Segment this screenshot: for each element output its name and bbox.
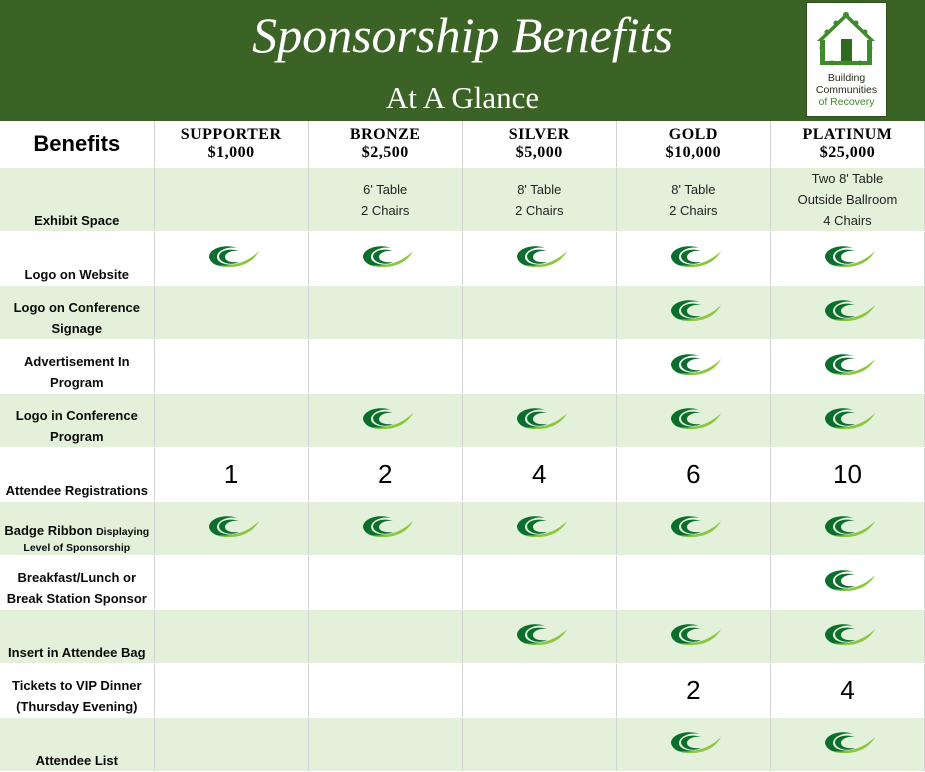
included-swoosh-icon xyxy=(663,727,723,757)
benefit-label-line-1 xyxy=(0,351,154,372)
table-row xyxy=(0,394,925,448)
benefit-cell-gold xyxy=(616,286,770,340)
quantity-value: 6 xyxy=(686,459,701,489)
benefit-cell-platinum xyxy=(770,610,924,664)
included-swoosh-icon xyxy=(817,241,877,271)
benefit-label-line-2: (Thursday Evening) xyxy=(16,699,138,714)
table-row xyxy=(0,448,925,502)
cell-text-line: Two 8' Table xyxy=(811,171,884,186)
benefit-cell-platinum xyxy=(770,664,924,718)
benefit-label xyxy=(0,502,154,556)
benefit-label xyxy=(0,394,154,448)
tier-price: $5,000 xyxy=(515,144,563,161)
table-row xyxy=(0,664,925,718)
benefit-label-text: Exhibit Space xyxy=(34,213,120,228)
tier-header-supporter xyxy=(154,121,308,168)
benefit-cell-bronze xyxy=(308,664,462,718)
logo-line-2: Communities xyxy=(815,84,878,96)
benefit-label xyxy=(0,168,154,232)
table-row xyxy=(0,502,925,556)
benefit-cell-platinum xyxy=(770,502,924,556)
included-swoosh-icon xyxy=(509,403,569,433)
included-swoosh-icon xyxy=(817,619,877,649)
benefit-label xyxy=(0,286,154,340)
included-swoosh-icon xyxy=(355,403,415,433)
benefit-cell-bronze xyxy=(308,232,462,286)
benefit-label-text: Logo in Conference xyxy=(15,408,138,423)
quantity-value: 4 xyxy=(532,459,547,489)
benefit-cell-silver xyxy=(462,448,616,502)
included-swoosh-icon xyxy=(509,619,569,649)
benefit-cell-bronze xyxy=(308,340,462,394)
tier-name: SILVER xyxy=(508,126,570,143)
benefit-cell-supporter xyxy=(154,232,308,286)
benefit-label xyxy=(0,340,154,394)
benefit-label xyxy=(0,448,154,502)
tier-name: BRONZE xyxy=(349,126,421,143)
benefit-label-line-2: Break Station Sponsor xyxy=(6,591,147,606)
included-swoosh-icon xyxy=(201,241,261,271)
logo-caption xyxy=(807,72,886,108)
benefit-cell-silver xyxy=(462,232,616,286)
benefit-label-text: Attendee Registrations xyxy=(5,483,148,498)
benefit-cell-platinum xyxy=(770,168,924,232)
included-swoosh-icon xyxy=(663,403,723,433)
benefit-cell-silver xyxy=(462,286,616,340)
benefit-cell-silver xyxy=(462,718,616,772)
benefit-cell-platinum xyxy=(770,448,924,502)
benefit-cell-supporter xyxy=(154,610,308,664)
benefit-cell-gold xyxy=(616,718,770,772)
benefit-cell-gold xyxy=(616,664,770,718)
table-row xyxy=(0,286,925,340)
benefit-label-line-2: Program xyxy=(50,429,104,444)
tier-header-silver xyxy=(462,121,616,168)
benefit-cell-supporter xyxy=(154,718,308,772)
quantity-value: 4 xyxy=(840,675,855,705)
included-swoosh-icon xyxy=(663,619,723,649)
table-row xyxy=(0,340,925,394)
benefit-cell-gold xyxy=(616,556,770,610)
table-row xyxy=(0,718,925,772)
benefit-label xyxy=(0,664,154,718)
tier-price: $25,000 xyxy=(819,144,876,161)
benefit-cell-supporter xyxy=(154,664,308,718)
included-swoosh-icon xyxy=(817,727,877,757)
benefit-cell-silver xyxy=(462,556,616,610)
included-swoosh-icon xyxy=(201,511,261,541)
benefit-label-line-2: Level of Sponsorship xyxy=(23,542,131,554)
benefit-cell-platinum xyxy=(770,286,924,340)
benefit-label-line-1 xyxy=(0,675,154,696)
benefit-cell-gold xyxy=(616,610,770,664)
quantity-value: 1 xyxy=(223,459,239,489)
benefit-label-line-1 xyxy=(0,405,154,426)
included-swoosh-icon xyxy=(355,511,415,541)
tier-name: PLATINUM xyxy=(802,126,893,143)
benefit-cell-silver xyxy=(462,664,616,718)
benefit-cell-silver xyxy=(462,502,616,556)
benefit-cell-supporter xyxy=(154,448,308,502)
benefit-cell-bronze xyxy=(308,502,462,556)
benefit-label xyxy=(0,232,154,286)
benefit-cell-platinum xyxy=(770,718,924,772)
benefit-label-line-1 xyxy=(0,210,154,231)
tier-header-gold xyxy=(616,121,770,168)
benefit-label-text: Badge Ribbon xyxy=(4,523,93,538)
benefit-label-line-1 xyxy=(0,750,154,771)
benefit-label-line-2: Signage xyxy=(51,321,103,336)
included-swoosh-icon xyxy=(663,349,723,379)
benefit-cell-supporter xyxy=(154,502,308,556)
included-swoosh-icon xyxy=(817,511,877,541)
benefit-label-line-1 xyxy=(0,642,154,663)
table-row xyxy=(0,610,925,664)
benefit-cell-silver xyxy=(462,168,616,232)
organization-logo xyxy=(806,2,887,117)
benefit-cell-bronze xyxy=(308,394,462,448)
quantity-value: 10 xyxy=(832,459,862,489)
included-swoosh-icon xyxy=(817,403,877,433)
benefit-label-line-1 xyxy=(0,264,154,285)
benefit-label-line-2: Program xyxy=(50,375,104,390)
benefit-cell-gold xyxy=(616,502,770,556)
benefit-cell-bronze xyxy=(308,718,462,772)
cell-text-line: 4 Chairs xyxy=(823,213,872,228)
benefit-cell-platinum xyxy=(770,394,924,448)
included-swoosh-icon xyxy=(817,565,877,595)
benefit-cell-platinum xyxy=(770,232,924,286)
quantity-value: 2 xyxy=(377,459,393,489)
benefit-label-text: Advertisement In xyxy=(24,354,130,369)
tier-name: GOLD xyxy=(668,126,718,143)
benefit-cell-gold xyxy=(616,168,770,232)
table-row xyxy=(0,556,925,610)
benefit-cell-bronze xyxy=(308,168,462,232)
tier-price: $1,000 xyxy=(207,144,255,161)
benefit-label-text: Breakfast/Lunch or xyxy=(17,570,137,585)
benefit-cell-bronze xyxy=(308,610,462,664)
benefit-cell-gold xyxy=(616,448,770,502)
table-header-row xyxy=(0,121,925,168)
benefit-cell-supporter xyxy=(154,168,308,232)
tier-price: $10,000 xyxy=(665,144,722,161)
benefit-label-small: Displaying xyxy=(96,526,150,538)
benefit-cell-supporter xyxy=(154,286,308,340)
cell-text-line: 8' Table xyxy=(517,181,562,197)
logo-line-3: of Recovery xyxy=(818,96,875,108)
quantity-value: 2 xyxy=(686,675,701,705)
included-swoosh-icon xyxy=(509,241,569,271)
benefit-cell-bronze xyxy=(308,286,462,340)
cell-text-line: Outside Ballroom xyxy=(797,192,898,207)
logo-line-1: Building xyxy=(827,72,866,84)
benefit-cell-silver xyxy=(462,394,616,448)
benefit-label xyxy=(0,556,154,610)
included-swoosh-icon xyxy=(663,295,723,325)
cell-text-line: 2 Chairs xyxy=(669,202,718,218)
included-swoosh-icon xyxy=(509,511,569,541)
benefit-label-text: Insert in Attendee Bag xyxy=(8,645,146,660)
page-title: Sponsorship Benefits xyxy=(252,7,673,63)
house-community-icon xyxy=(807,3,886,73)
benefit-label-line-1 xyxy=(0,480,154,501)
cell-text-line: 6' Table xyxy=(363,181,408,197)
benefit-cell-supporter xyxy=(154,340,308,394)
tier-price: $2,500 xyxy=(361,144,409,161)
tier-name: SUPPORTER xyxy=(180,126,282,143)
included-swoosh-icon xyxy=(663,511,723,541)
benefit-label-text: Attendee List xyxy=(35,753,118,768)
benefits-column-header: Benefits xyxy=(0,121,154,168)
table-row xyxy=(0,168,925,232)
benefit-cell-silver xyxy=(462,340,616,394)
benefit-cell-platinum xyxy=(770,556,924,610)
tier-header-platinum xyxy=(770,121,924,168)
cell-text-line: 2 Chairs xyxy=(515,202,564,218)
cell-text-line: 2 Chairs xyxy=(360,202,410,218)
benefit-cell-gold xyxy=(616,394,770,448)
benefit-cell-bronze xyxy=(308,556,462,610)
cell-text-line: 8' Table xyxy=(671,181,716,197)
benefit-label xyxy=(0,718,154,772)
included-swoosh-icon xyxy=(663,241,723,271)
benefit-label-line-1 xyxy=(0,567,154,588)
benefit-label-line-1 xyxy=(0,297,154,318)
benefit-label xyxy=(0,610,154,664)
tier-header-bronze xyxy=(308,121,462,168)
benefit-cell-gold xyxy=(616,340,770,394)
included-swoosh-icon xyxy=(817,295,877,325)
benefit-cell-supporter xyxy=(154,394,308,448)
benefit-label-text: Tickets to VIP Dinner xyxy=(12,678,142,693)
benefit-label-line-1 xyxy=(0,520,154,541)
header-banner xyxy=(0,0,925,121)
benefit-cell-gold xyxy=(616,232,770,286)
table-row xyxy=(0,232,925,286)
benefit-cell-supporter xyxy=(154,556,308,610)
page-subtitle: At A Glance xyxy=(385,80,540,115)
benefit-cell-silver xyxy=(462,610,616,664)
benefit-cell-bronze xyxy=(308,448,462,502)
benefit-label-text: Logo on Website xyxy=(24,267,130,282)
included-swoosh-icon xyxy=(817,349,877,379)
benefits-table xyxy=(0,121,925,772)
included-swoosh-icon xyxy=(355,241,415,271)
benefit-cell-platinum xyxy=(770,340,924,394)
benefit-label-text: Logo on Conference xyxy=(13,300,140,315)
